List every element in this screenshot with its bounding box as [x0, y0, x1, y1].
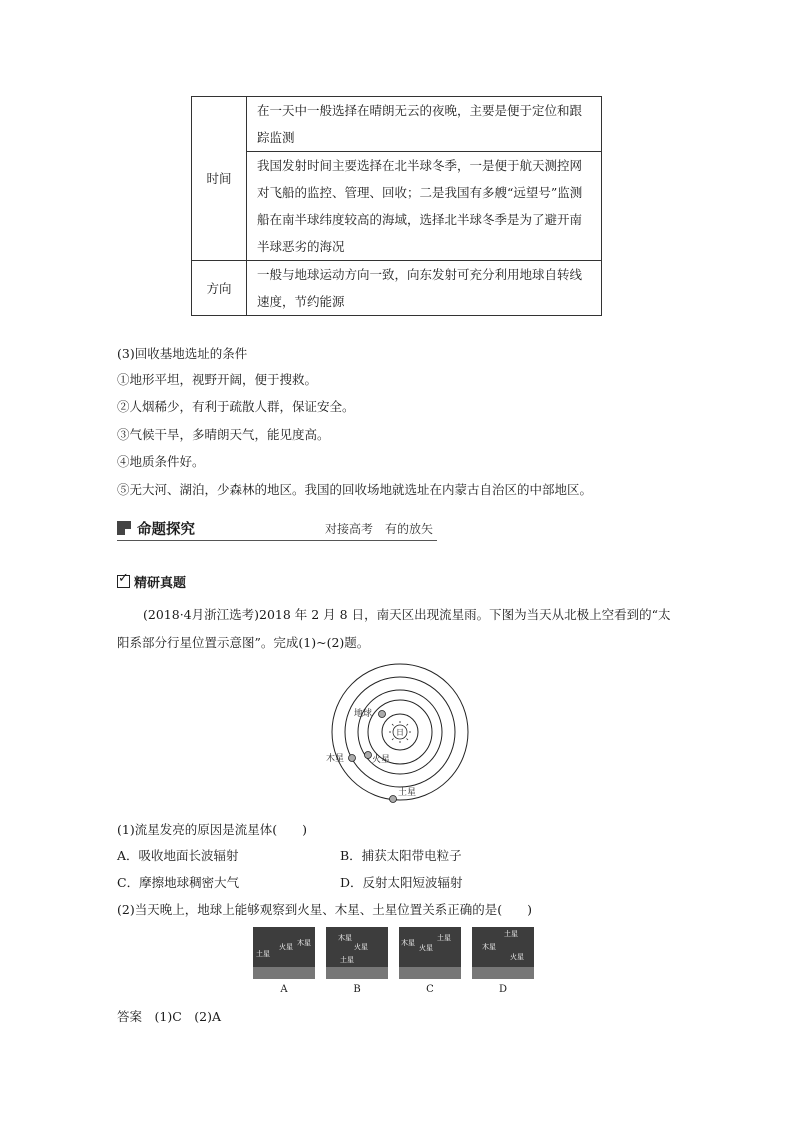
recovery-item-5: ⑤无大河、湖泊，少森林的地区。我国的回收场地就选址在内蒙古自治区的中部地区。 [117, 482, 593, 497]
q1-option-c: C．摩擦地球稠密大气 [117, 875, 240, 890]
q1-option-b: B．捕获太阳带电粒子 [340, 848, 462, 863]
option-c-label: C [426, 984, 434, 995]
recovery-item-1: ①地形平坦，视野开阔，便于搜救。 [117, 372, 318, 387]
q1-option-d: D．反射太阳短波辐射 [340, 875, 463, 890]
jupiter-marker [349, 755, 356, 762]
option-b-text-2: 火星 [354, 943, 368, 951]
recovery-item-2: ②人烟稀少，有利于疏散人群，保证安全。 [117, 399, 355, 414]
q1-option-a: A．吸收地面长波辐射 [117, 848, 239, 863]
time-row-1: 在一天中一般选择在晴朗无云的夜晚，主要是便于定位和跟踪监测 [247, 97, 602, 152]
solar-system-diagram [320, 662, 480, 807]
launch-conditions-table [191, 96, 602, 316]
option-a-sky-image [253, 927, 315, 979]
option-a-text-3: 木星 [297, 939, 311, 947]
recovery-item-3: ③气候干旱，多晴朗天气，能见度高。 [117, 427, 330, 442]
ground-silhouette [399, 967, 461, 979]
option-b-text-1: 木星 [338, 934, 352, 942]
recovery-item-4: ④地质条件好。 [117, 454, 205, 469]
option-b-sky-image [326, 927, 388, 979]
option-d-label: D [498, 984, 508, 995]
option-b-text-3: 土星 [340, 956, 354, 964]
study-heading-text: 精研真题 [134, 576, 187, 591]
jupiter-label: 木星 [326, 754, 345, 764]
time-label: 时间 [192, 97, 247, 261]
option-a-text-1: 土星 [256, 950, 270, 958]
option-d-text-1: 土星 [504, 930, 518, 938]
option-a-label: A [280, 984, 288, 995]
recovery-heading: (3)回收基地选址的条件 [117, 346, 248, 361]
ground-silhouette [326, 967, 388, 979]
question-1: (1)流星发亮的原因是流星体( ) [117, 822, 307, 837]
mars-marker [365, 752, 372, 759]
option-c-sky-image [399, 927, 461, 979]
direction-row: 一般与地球运动方向一致，向东发射可充分利用地球自转线速度，节约能源 [247, 261, 602, 316]
sun-label: 日 [396, 728, 404, 737]
study-heading [117, 572, 186, 591]
saturn-label: 土星 [398, 788, 417, 798]
option-c-text-1: 木星 [401, 939, 415, 947]
section-square-icon [117, 521, 131, 535]
time-row-2: 我国发射时间主要选择在北半球冬季，一是便于航天测控网对飞船的监控、管理、回收；二是我国有多艘“远望号”监测船在南半球纬度较高的海域，选择北半球冬季是为了避开南半球恶劣的海况 [247, 152, 602, 261]
option-d-text-2: 木星 [482, 943, 496, 951]
option-c-text-2: 火星 [419, 944, 433, 952]
option-d-text-3: 火星 [510, 953, 524, 961]
option-c-text-3: 土星 [437, 934, 451, 942]
option-a-text-2: 火星 [279, 943, 293, 951]
section-header [117, 518, 437, 542]
answer: 答案 (1)C (2)A [117, 1009, 222, 1024]
question-2: (2)当天晚上，地球上能够观察到火星、木星、土星位置关系正确的是( ) [117, 902, 532, 917]
option-d-sky-image [472, 927, 534, 979]
earth-marker [379, 711, 386, 718]
ground-silhouette [253, 967, 315, 979]
question-stem: (2018·4月浙江选考)2018 年 2 月 8 日，南天区出现流星雨。下图为当天从北极上空看到的“太阳系部分行星位置示意图”。完成(1)~(2)题。 [117, 607, 671, 650]
checkbox-icon [117, 575, 130, 588]
option-b-label: B [353, 984, 361, 995]
section-subtitle: 对接高考 有的放矢 [325, 522, 434, 536]
direction-label: 方向 [192, 261, 247, 316]
section-rule [117, 540, 437, 541]
ground-silhouette [472, 967, 534, 979]
saturn-marker [390, 796, 397, 803]
section-title: 命题探究 [137, 522, 195, 538]
mars-label: 火星 [372, 755, 391, 765]
earth-label: 地球 [354, 709, 373, 719]
